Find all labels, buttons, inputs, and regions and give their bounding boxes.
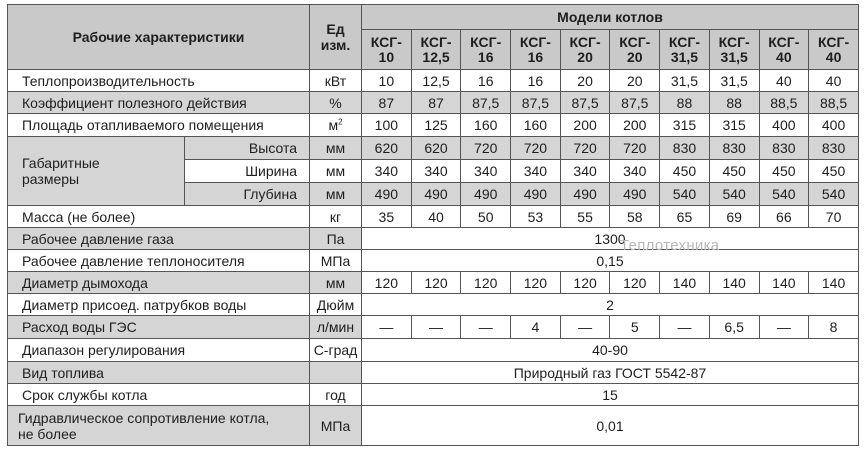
model-number: 20	[577, 48, 593, 65]
table-cell: —	[411, 316, 461, 339]
table-cell: 720	[560, 137, 610, 160]
row-unit	[310, 114, 362, 137]
table-cell-span: 2	[362, 294, 859, 316]
unit-text: м	[328, 117, 339, 133]
row-unit: С-град	[310, 339, 362, 362]
table-cell: 720	[610, 137, 660, 160]
model-prefix: КСГ-	[470, 33, 502, 50]
table-cell: —	[362, 316, 412, 339]
table-cell: 400	[759, 114, 809, 137]
model-header	[759, 30, 809, 70]
model-header	[461, 30, 511, 70]
table-cell: 160	[511, 114, 561, 137]
table-cell: 88	[660, 92, 710, 114]
table-cell: 20	[610, 70, 660, 92]
table-cell: 4	[511, 316, 561, 339]
model-prefix: КСГ-	[818, 33, 850, 50]
table-cell: 450	[759, 160, 809, 183]
table-cell: —	[660, 316, 710, 339]
table-cell: 340	[610, 160, 660, 183]
row-unit: %	[310, 92, 362, 114]
model-header	[411, 30, 461, 70]
table-cell: 88	[709, 92, 759, 114]
table-cell: 120	[560, 272, 610, 294]
table-cell: 53	[511, 206, 561, 228]
table-cell: —	[759, 316, 809, 339]
table-cell: 6,5	[709, 316, 759, 339]
table-cell: 140	[660, 272, 710, 294]
table-cell: 100	[362, 114, 412, 137]
table-cell: 450	[709, 160, 759, 183]
table-cell: 40	[759, 70, 809, 92]
table-cell: 120	[511, 272, 561, 294]
models-header-label: Модели котлов	[557, 9, 663, 25]
table-cell: 140	[809, 272, 859, 294]
table-cell: 540	[709, 183, 759, 206]
row-label: Площадь отапливаемого помещения	[8, 114, 310, 137]
row-mass	[8, 206, 859, 228]
table-cell: 88,5	[759, 92, 809, 114]
table-cell: 720	[461, 137, 511, 160]
table-cell: 120	[610, 272, 660, 294]
table-cell: —	[461, 316, 511, 339]
row-water-flow	[8, 316, 859, 339]
row-label: Расход воды ГЭС	[8, 316, 310, 339]
row-label: Рабочее давление газа	[8, 228, 310, 250]
table-cell: 87	[411, 92, 461, 114]
row-label: Масса (не более)	[8, 206, 310, 228]
row-label: Срок службы котла	[8, 384, 310, 406]
table-cell: 340	[362, 160, 412, 183]
table-cell: 315	[709, 114, 759, 137]
table-cell: 69	[709, 206, 759, 228]
table-cell: 490	[411, 183, 461, 206]
row-label: Рабочее давление теплоносителя	[8, 250, 310, 272]
row-service-life	[8, 384, 859, 406]
row-unit: Па	[310, 228, 362, 250]
row-label: Коэффициент полезного действия	[8, 92, 310, 114]
table-cell: 31,5	[660, 70, 710, 92]
table-cell-span: 0,15	[362, 250, 859, 272]
row-unit: мм	[310, 272, 362, 294]
table-cell-span: 40-90	[362, 339, 859, 362]
model-prefix: КСГ-	[619, 33, 651, 50]
row-efficiency	[8, 92, 859, 114]
row-heat-output	[8, 70, 859, 92]
table-cell-span: 0,01	[362, 406, 859, 446]
table-cell: 490	[461, 183, 511, 206]
row-unit: мм	[310, 183, 362, 206]
unit-superscript: 2	[338, 117, 343, 127]
row-sublabel: Ширина	[185, 160, 310, 183]
table-cell: 58	[610, 206, 660, 228]
table-cell: 140	[759, 272, 809, 294]
model-prefix: КСГ-	[768, 33, 800, 50]
table-cell: 200	[560, 114, 610, 137]
table-cell: 340	[411, 160, 461, 183]
model-header	[610, 30, 660, 70]
table-cell: 620	[411, 137, 461, 160]
group-line2: размеры	[22, 171, 80, 187]
table-cell: 315	[660, 114, 710, 137]
row-unit: л/мин	[310, 316, 362, 339]
table-cell: 66	[759, 206, 809, 228]
row-unit	[310, 362, 362, 384]
table-cell-span: Природный газ ГОСТ 5542-87	[362, 362, 859, 384]
row-unit: мм	[310, 160, 362, 183]
table-cell: 200	[610, 114, 660, 137]
model-number: 40	[776, 48, 792, 65]
row-dim-height	[8, 137, 859, 160]
row-unit: кВт	[310, 70, 362, 92]
row-gas-pressure	[8, 228, 859, 250]
unit-header-line1: Ед	[326, 21, 345, 37]
row-coolant-pressure	[8, 250, 859, 272]
table-cell: 830	[660, 137, 710, 160]
row-unit: кг	[310, 206, 362, 228]
model-header	[362, 30, 412, 70]
table-cell: 490	[560, 183, 610, 206]
model-header	[660, 30, 710, 70]
characteristics-header	[8, 5, 310, 70]
row-unit: мм	[310, 137, 362, 160]
table-cell: 35	[362, 206, 412, 228]
table-cell: 830	[759, 137, 809, 160]
table-cell: 340	[461, 160, 511, 183]
model-header	[560, 30, 610, 70]
model-prefix: КСГ-	[668, 33, 700, 50]
table-cell: 16	[461, 70, 511, 92]
table-cell: 830	[709, 137, 759, 160]
table-cell: 87,5	[461, 92, 511, 114]
table-cell: 40	[809, 70, 859, 92]
table-cell: 120	[362, 272, 412, 294]
row-unit: МПа	[310, 250, 362, 272]
model-prefix: КСГ-	[370, 33, 402, 50]
table-cell: 87,5	[511, 92, 561, 114]
model-prefix: КСГ-	[519, 33, 551, 50]
table-cell: 40	[411, 206, 461, 228]
table-cell: 70	[809, 206, 859, 228]
table-cell: 5	[610, 316, 660, 339]
table-cell-span: 15	[362, 384, 859, 406]
row-hydraulic	[8, 406, 859, 446]
table-cell: 540	[809, 183, 859, 206]
table-cell: 540	[660, 183, 710, 206]
boiler-specs-table	[7, 4, 859, 446]
table-cell: 55	[560, 206, 610, 228]
table-cell: 450	[809, 160, 859, 183]
table-cell: 65	[660, 206, 710, 228]
row-fuel	[8, 362, 859, 384]
model-header	[511, 30, 561, 70]
row-label	[8, 406, 310, 446]
table-cell: 340	[511, 160, 561, 183]
table-cell: 340	[560, 160, 610, 183]
row-label-line2: не более	[18, 425, 77, 442]
table-cell: 16	[511, 70, 561, 92]
characteristics-header-label: Рабочие характеристики	[72, 29, 245, 45]
table-cell: 125	[411, 114, 461, 137]
table-cell: —	[560, 316, 610, 339]
table-cell: 160	[461, 114, 511, 137]
row-regulation	[8, 339, 859, 362]
table-cell: 540	[759, 183, 809, 206]
row-label: Теплопроизводительность	[8, 70, 310, 92]
unit-header	[310, 5, 362, 70]
model-header	[809, 30, 859, 70]
row-pipe-diameter	[8, 294, 859, 316]
table-cell: 31,5	[709, 70, 759, 92]
table-cell: 10	[362, 70, 412, 92]
table-cell: 490	[362, 183, 412, 206]
model-prefix: КСГ-	[718, 33, 750, 50]
table-cell-span: 1300	[362, 228, 859, 250]
row-sublabel: Глубина	[185, 183, 310, 206]
table-cell: 140	[709, 272, 759, 294]
table-cell: 120	[461, 272, 511, 294]
model-prefix: КСГ-	[420, 33, 452, 50]
model-number: 20	[626, 48, 643, 65]
row-unit: Дюйм	[310, 294, 362, 316]
table-cell: 400	[809, 114, 859, 137]
table-cell: 830	[809, 137, 859, 160]
row-label: Диапазон регулирования	[8, 339, 310, 362]
table-cell: 490	[511, 183, 561, 206]
table-cell: 20	[560, 70, 610, 92]
table-cell: 8	[809, 316, 859, 339]
table-cell: 620	[362, 137, 412, 160]
table-cell: 120	[411, 272, 461, 294]
model-number: 16	[527, 48, 544, 65]
row-label: Диаметр дымохода	[8, 272, 310, 294]
unit-header-line2: изм.	[320, 37, 351, 53]
table-cell: 87,5	[560, 92, 610, 114]
row-unit: МПа	[310, 406, 362, 446]
table-cell: 87,5	[610, 92, 660, 114]
row-unit: год	[310, 384, 362, 406]
model-number: 40	[825, 48, 842, 65]
model-number: 10	[378, 48, 395, 65]
row-flue-diameter	[8, 272, 859, 294]
row-label-line1: Гидравлическое сопротивление котла,	[18, 409, 270, 426]
table-cell: 12,5	[411, 70, 461, 92]
table-cell: 88,5	[809, 92, 859, 114]
table-cell: 720	[511, 137, 561, 160]
models-header	[362, 5, 859, 30]
row-area	[8, 114, 859, 137]
model-number: 12,5	[422, 48, 450, 65]
dimensions-group-label	[8, 137, 185, 206]
table-cell: 490	[610, 183, 660, 206]
model-header	[709, 30, 759, 70]
row-sublabel: Высота	[185, 137, 310, 160]
group-line1: Габаритные	[22, 155, 100, 171]
row-label: Вид топлива	[8, 362, 310, 384]
table-cell: 87	[362, 92, 412, 114]
model-number: 16	[477, 48, 494, 65]
row-label: Диаметр присоед. патрубков воды	[8, 294, 310, 316]
specs-table-wrapper	[7, 4, 859, 446]
model-number: 31,5	[720, 48, 748, 65]
table-cell: 50	[461, 206, 511, 228]
table-cell: 450	[660, 160, 710, 183]
model-number: 31,5	[670, 48, 699, 65]
model-prefix: КСГ-	[569, 33, 601, 50]
watermark-text: Теплотехника	[620, 237, 720, 254]
